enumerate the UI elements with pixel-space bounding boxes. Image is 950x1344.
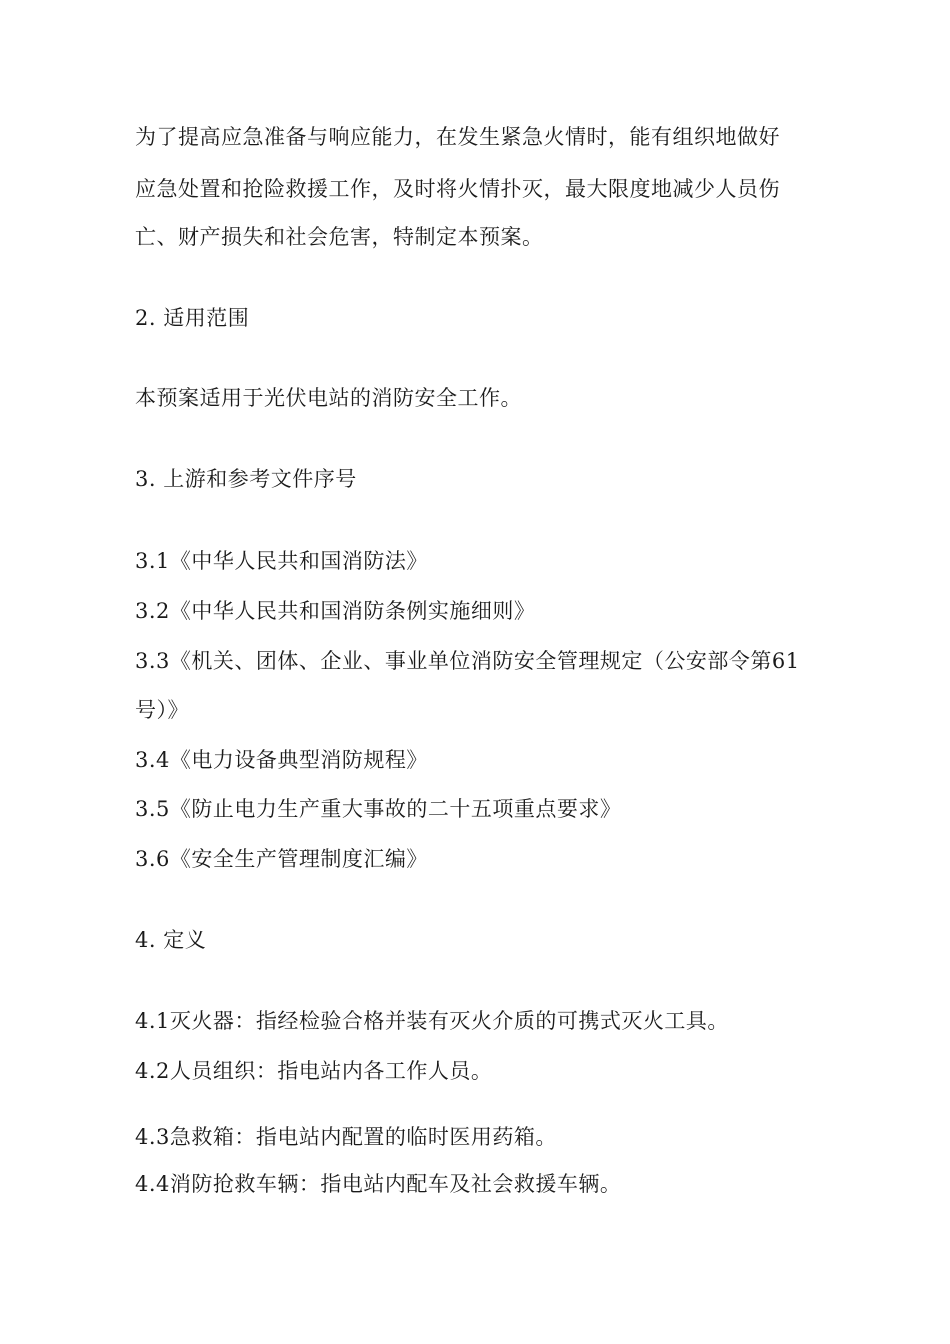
- intro-line-1: 为了提高应急准备与响应能力，在发生紧急火情时，能有组织地做好: [135, 125, 780, 149]
- reference-item-3-5: 3.5《防止电力生产重大事故的二十五项重点要求》: [135, 797, 622, 821]
- reference-item-3-3-cont: 号）》: [135, 698, 189, 722]
- section-2-heading: 2. 适用范围: [135, 306, 250, 330]
- reference-item-3-2: 3.2《中华人民共和国消防条例实施细则》: [135, 599, 536, 623]
- reference-item-3-4: 3.4《电力设备典型消防规程》: [135, 748, 428, 772]
- reference-item-3-6: 3.6《安全生产管理制度汇编》: [135, 847, 428, 871]
- section-2-body: 本预案适用于光伏电站的消防安全工作。: [135, 386, 522, 410]
- definition-item-4-1: 4.1灭火器：指经检验合格并装有灭火介质的可携式灭火工具。: [135, 1009, 729, 1033]
- intro-line-3: 亡、财产损失和社会危害，特制定本预案。: [135, 225, 544, 249]
- definition-item-4-2: 4.2人员组织：指电站内各工作人员。: [135, 1059, 493, 1083]
- section-4-heading: 4. 定义: [135, 928, 207, 952]
- definition-item-4-3: 4.3急救箱：指电站内配置的临时医用药箱。: [135, 1125, 557, 1149]
- definition-item-4-4: 4.4消防抢救车辆：指电站内配车及社会救援车辆。: [135, 1172, 622, 1196]
- intro-line-2: 应急处置和抢险救援工作，及时将火情扑灭，最大限度地减少人员伤: [135, 177, 780, 201]
- section-3-heading: 3. 上游和参考文件序号: [135, 467, 357, 491]
- reference-item-3-3: 3.3《机关、团体、企业、事业单位消防安全管理规定（公安部令第61: [135, 649, 800, 673]
- reference-item-3-1: 3.1《中华人民共和国消防法》: [135, 549, 428, 573]
